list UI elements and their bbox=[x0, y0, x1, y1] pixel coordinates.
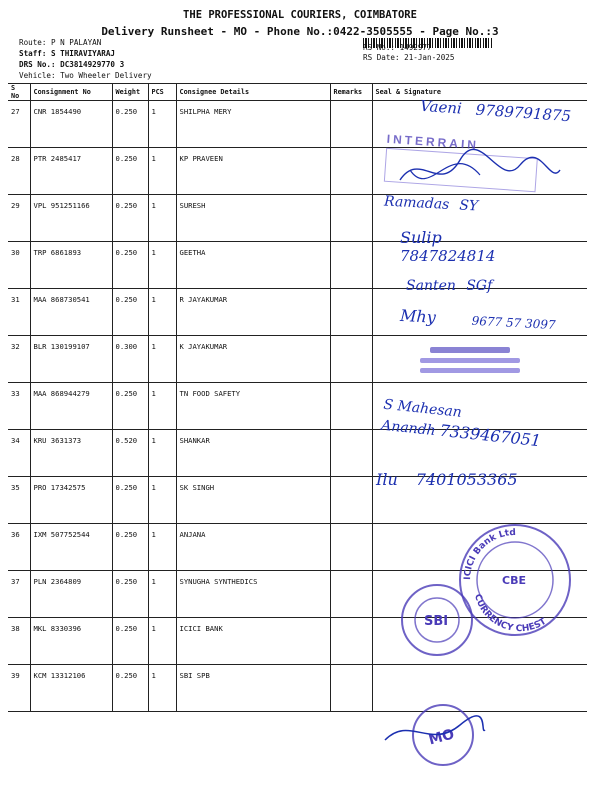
remarks bbox=[330, 665, 372, 712]
pcs: 1 bbox=[148, 571, 176, 618]
weight: 0.250 bbox=[112, 618, 148, 665]
consignee: ANJANA bbox=[176, 524, 330, 571]
signature-35: S Mahesan Anandh 7339467051 bbox=[380, 396, 542, 451]
consignment-no: PTR 2485417 bbox=[30, 148, 112, 195]
pcs: 1 bbox=[148, 618, 176, 665]
consignee: GEETHA bbox=[176, 242, 330, 289]
weight: 0.300 bbox=[112, 336, 148, 383]
pcs: 1 bbox=[148, 242, 176, 289]
weight: 0.250 bbox=[112, 524, 148, 571]
weight: 0.250 bbox=[112, 665, 148, 712]
sno: 39 bbox=[8, 665, 30, 712]
col-consignee: Consignee Details bbox=[176, 84, 330, 101]
signature-36: Ilu 7401053365 bbox=[376, 470, 518, 489]
consignee: R JAYAKUMAR bbox=[176, 289, 330, 336]
svg-text:SBI: SBI bbox=[424, 614, 449, 629]
pcs: 1 bbox=[148, 148, 176, 195]
consignee: K JAYAKUMAR bbox=[176, 336, 330, 383]
signature-cell bbox=[372, 148, 587, 195]
signature-cell bbox=[372, 665, 587, 712]
weight: 0.520 bbox=[112, 430, 148, 477]
consignee: TN FOOD SAFETY bbox=[176, 383, 330, 430]
sno: 34 bbox=[8, 430, 30, 477]
consignment-no: TRP 6861893 bbox=[30, 242, 112, 289]
svg-text:CBE: CBE bbox=[502, 574, 526, 587]
sno: 35 bbox=[8, 477, 30, 524]
weight: 0.250 bbox=[112, 477, 148, 524]
sno: 33 bbox=[8, 383, 30, 430]
consignment-no: MKL 8330396 bbox=[30, 618, 112, 665]
runsheet-table bbox=[8, 83, 587, 712]
col-weight: Weight bbox=[112, 84, 148, 101]
consignment-no: IXM 507752544 bbox=[30, 524, 112, 571]
consignee: SBI SPB bbox=[176, 665, 330, 712]
signature-cell bbox=[372, 524, 587, 571]
signature-27: Vaeni 9789791875 bbox=[419, 96, 572, 126]
col-consignment: Consignment No bbox=[30, 84, 112, 101]
pcs: 1 bbox=[148, 336, 176, 383]
drs-number: DRS No.: DC3814929770 3 bbox=[19, 60, 125, 69]
weight: 0.250 bbox=[112, 195, 148, 242]
consignee: SHANKAR bbox=[176, 430, 330, 477]
consignment-no: VPL 951251166 bbox=[30, 195, 112, 242]
svg-text:CURRENCY CHEST: CURRENCY CHEST bbox=[471, 592, 549, 635]
consignment-no: KCM 13312106 bbox=[30, 665, 112, 712]
remarks bbox=[330, 571, 372, 618]
sno: 32 bbox=[8, 336, 30, 383]
signature-29: Ramadas SY bbox=[383, 193, 479, 215]
sno: 36 bbox=[8, 524, 30, 571]
table-row bbox=[8, 618, 587, 665]
pcs: 1 bbox=[148, 430, 176, 477]
scribble-bottom bbox=[380, 710, 490, 750]
consignee: SK SINGH bbox=[176, 477, 330, 524]
remarks bbox=[330, 336, 372, 383]
remarks bbox=[330, 242, 372, 289]
col-remarks: Remarks bbox=[330, 84, 372, 101]
col-signature: Seal & Signature bbox=[372, 84, 587, 101]
remarks bbox=[330, 148, 372, 195]
table-row bbox=[8, 336, 587, 383]
weight: 0.250 bbox=[112, 242, 148, 289]
remarks bbox=[330, 289, 372, 336]
runsheet-title: Delivery Runsheet - MO - Phone No.:0422-3505555 - Page No.:3 bbox=[101, 25, 499, 38]
signature-cell bbox=[372, 571, 587, 618]
remarks bbox=[330, 383, 372, 430]
table-row bbox=[8, 242, 587, 289]
consignee: SYNUGHA SYNTHEDICS bbox=[176, 571, 330, 618]
pcs: 1 bbox=[148, 289, 176, 336]
consignee: SHILPHA MERY bbox=[176, 101, 330, 148]
remarks bbox=[330, 430, 372, 477]
table-row bbox=[8, 148, 587, 195]
pcs: 1 bbox=[148, 195, 176, 242]
signature-31: Santen SGf bbox=[406, 278, 493, 294]
weight: 0.250 bbox=[112, 148, 148, 195]
table-row bbox=[8, 571, 587, 618]
vehicle-label: Vehicle: Two Wheeler Delivery bbox=[19, 71, 152, 80]
col-sno: S No bbox=[8, 84, 30, 101]
consignment-no: PRO 17342575 bbox=[30, 477, 112, 524]
signature-cell bbox=[372, 336, 587, 383]
table-row bbox=[8, 524, 587, 571]
pcs: 1 bbox=[148, 665, 176, 712]
consignment-no: MAA 868944279 bbox=[30, 383, 112, 430]
signature-32: Mhy 9677 57 3097 bbox=[399, 305, 556, 333]
table-row bbox=[8, 665, 587, 712]
table-header bbox=[8, 84, 587, 101]
signature-30: Sulip 7847824814 bbox=[400, 228, 496, 265]
weight: 0.250 bbox=[112, 101, 148, 148]
rs-number: RS No.: 1492977 bbox=[363, 43, 432, 52]
consignee: SURESH bbox=[176, 195, 330, 242]
sno: 30 bbox=[8, 242, 30, 289]
consignment-no: KRU 3631373 bbox=[30, 430, 112, 477]
pcs: 1 bbox=[148, 477, 176, 524]
weight: 0.250 bbox=[112, 571, 148, 618]
sno: 27 bbox=[8, 101, 30, 148]
remarks bbox=[330, 524, 372, 571]
sno: 31 bbox=[8, 289, 30, 336]
consignment-no: CNR 1854490 bbox=[30, 101, 112, 148]
col-pcs: PCS bbox=[148, 84, 176, 101]
pcs: 1 bbox=[148, 101, 176, 148]
svg-text:ICICI Bank Ltd: ICICI Bank Ltd bbox=[462, 527, 517, 581]
remarks bbox=[330, 195, 372, 242]
route-label: Route: P N PALAYAN bbox=[19, 38, 102, 47]
consignment-no: BLR 130199107 bbox=[30, 336, 112, 383]
staff-label: Staff: S THIRAVIYARAJ bbox=[19, 49, 116, 58]
consignment-no: PLN 2364809 bbox=[30, 571, 112, 618]
interrain-stamp: INTERRAIN bbox=[383, 132, 567, 204]
pcs: 1 bbox=[148, 524, 176, 571]
consignee: ICICI BANK bbox=[176, 618, 330, 665]
sno: 28 bbox=[8, 148, 30, 195]
pcs: 1 bbox=[148, 383, 176, 430]
sno: 38 bbox=[8, 618, 30, 665]
table-row bbox=[8, 195, 587, 242]
remarks bbox=[330, 477, 372, 524]
consignment-no: MAA 868730541 bbox=[30, 289, 112, 336]
company-title: THE PROFESSIONAL COURIERS, COIMBATORE bbox=[183, 9, 417, 21]
sno: 29 bbox=[8, 195, 30, 242]
rs-date: RS Date: 21-Jan-2025 bbox=[363, 53, 455, 62]
sno: 37 bbox=[8, 571, 30, 618]
remarks bbox=[330, 618, 372, 665]
signature-cell bbox=[372, 618, 587, 665]
weight: 0.250 bbox=[112, 383, 148, 430]
remarks bbox=[330, 101, 372, 148]
svg-text:MO: MO bbox=[426, 726, 457, 749]
weight: 0.250 bbox=[112, 289, 148, 336]
consignee: KP PRAVEEN bbox=[176, 148, 330, 195]
